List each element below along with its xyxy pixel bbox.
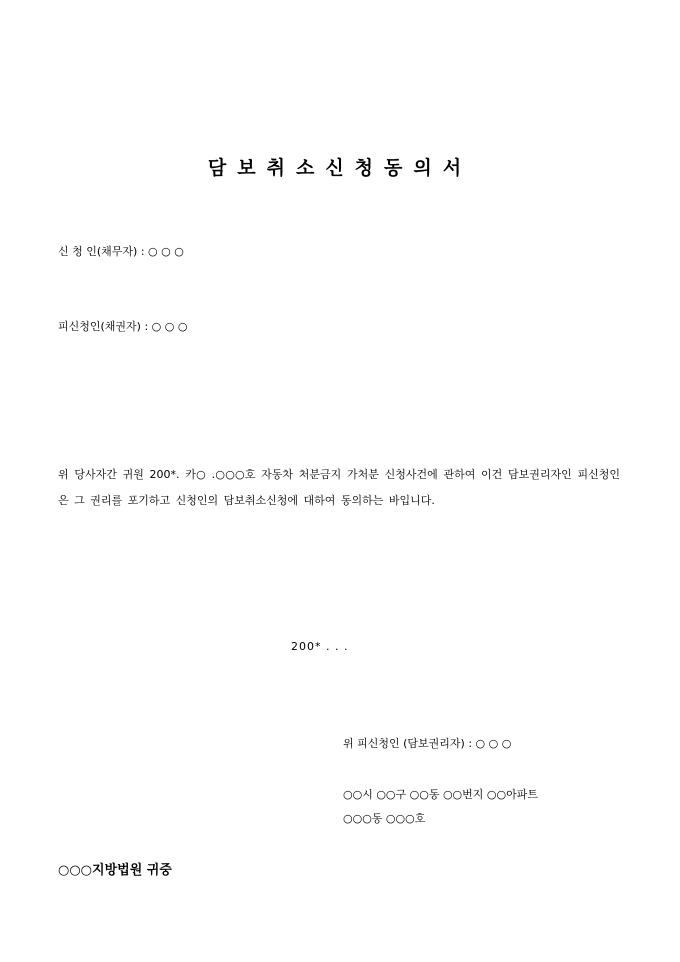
document-title: 담보취소신청동의서 bbox=[207, 157, 473, 179]
court-addressee: ○○○지방법원 귀중 bbox=[58, 863, 172, 878]
applicant-line: 신 청 인(채무자) : ○ ○ ○ bbox=[58, 245, 184, 258]
respondent-line: 피신청인(채권자) : ○ ○ ○ bbox=[58, 320, 188, 333]
body-paragraph: 위 당사자간 귀원 200*. 카○ .○○○호 자동차 처분금지 가처분 신청사건에 관하여 이건 담보권리자인 피신청인은 그 권리를 포기하고 신청인의 담보취소신청에 대하여 동의하는 바입니다. bbox=[58, 468, 620, 507]
address-line-1: ○○시 ○○구 ○○동 ○○번지 ○○아파트 bbox=[343, 788, 538, 801]
signer-line: 위 피신청인 (담보권리자) : ○ ○ ○ bbox=[343, 737, 512, 750]
address-line-2: ○○○동 ○○○호 bbox=[343, 812, 426, 825]
date-line: 200* . . . bbox=[291, 640, 349, 653]
